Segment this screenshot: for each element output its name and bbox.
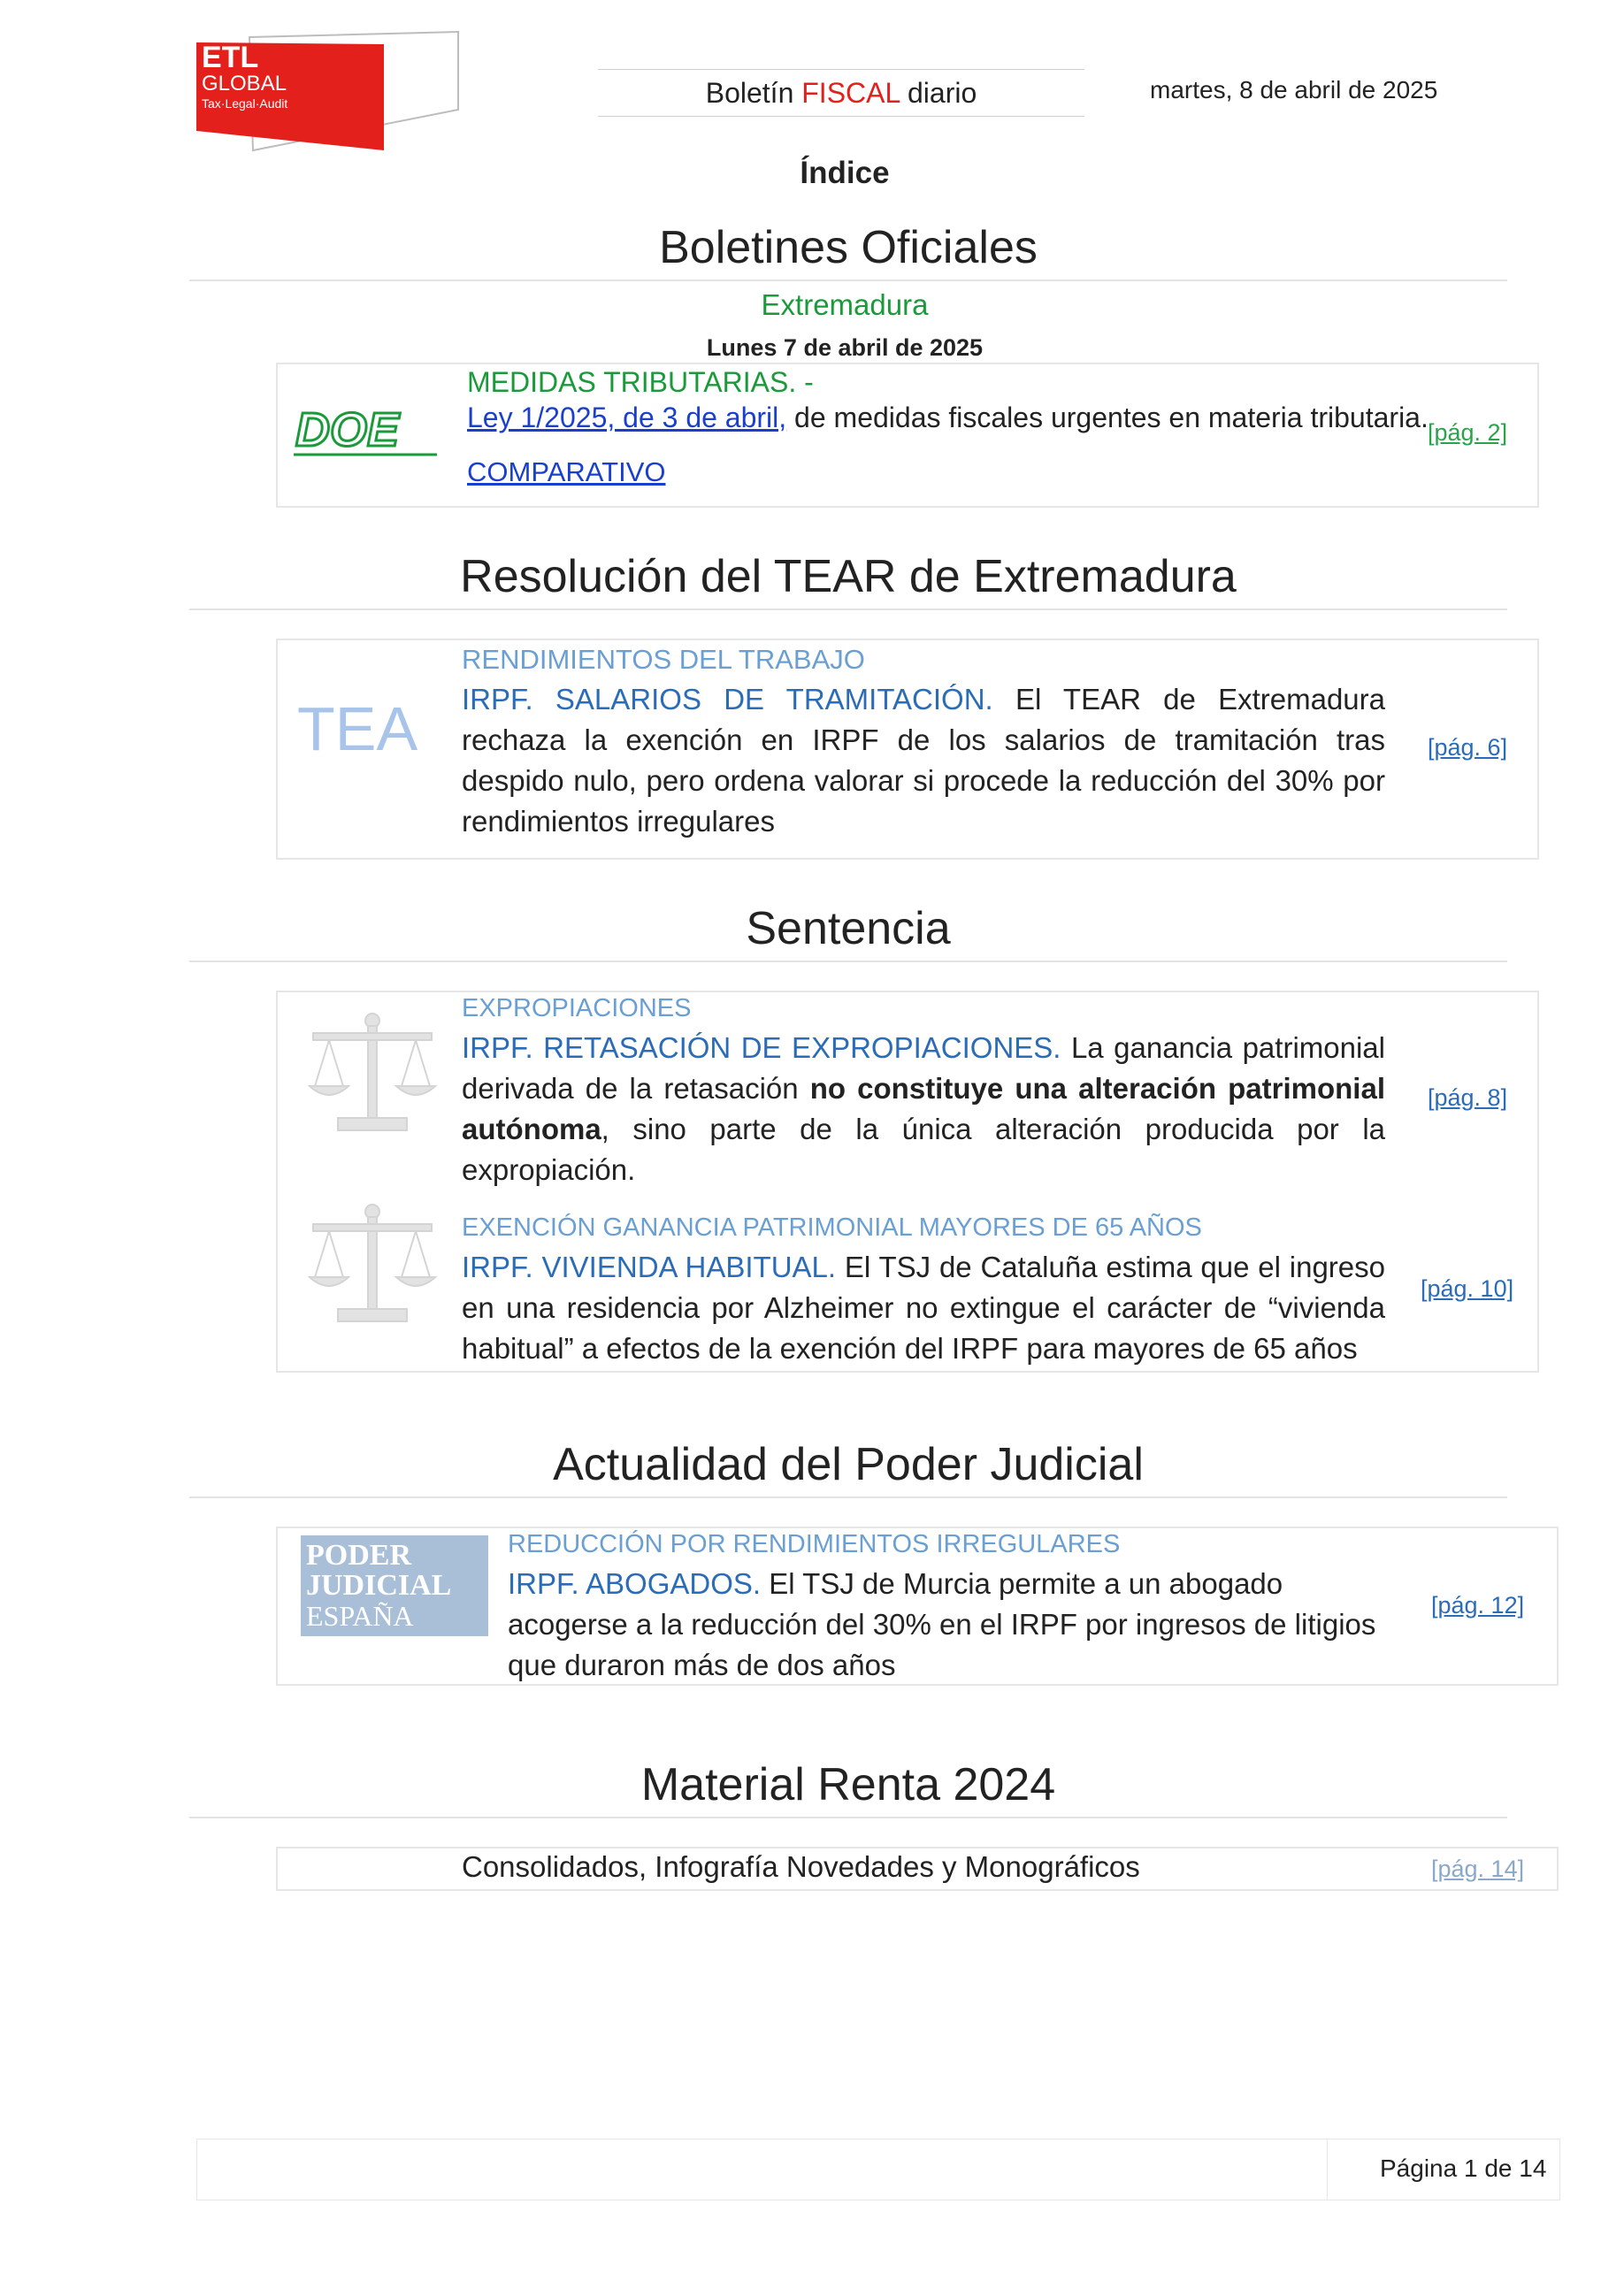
poder-judicial-logo	[301, 1535, 488, 1636]
law-link[interactable]: Ley 1/2025, de 3 de abril,	[467, 402, 787, 433]
boletin-date: Lunes 7 de abril de 2025	[706, 334, 984, 361]
etl-global-logo	[196, 28, 462, 152]
vivienda-category: EXENCIÓN GANANCIA PATRIMONIAL MAYORES DE 65 AÑOS	[462, 1213, 1202, 1242]
section-title-renta: Material Renta 2024	[189, 1758, 1507, 1818]
vivienda-lead: IRPF. VIVIENDA HABITUAL.	[462, 1251, 837, 1283]
doe-item-box	[276, 363, 1539, 508]
page-link-10[interactable]: [pág. 10]	[1421, 1275, 1514, 1302]
judicial-category: REDUCCIÓN POR RENDIMIENTOS IRREGULARES	[508, 1530, 1121, 1558]
doe-logo-text: DOE	[295, 403, 400, 456]
bulletin-title	[598, 69, 1084, 117]
logo-line-poder: PODER	[306, 1539, 411, 1572]
renta-text: Consolidados, Infografía Novedades y Monográficos	[462, 1850, 1140, 1883]
judicial-summary	[508, 1564, 1392, 1686]
section-title-tear: Resolución del TEAR de Extremadura	[189, 550, 1507, 610]
logo-global-text: GLOBAL	[202, 72, 287, 96]
section-title-boletines: Boletines Oficiales	[189, 221, 1507, 281]
bulletin-title-fiscal: FISCAL	[801, 77, 900, 109]
law-description: de medidas fiscales urgentes en materia tributaria.	[786, 402, 1429, 433]
page-link-2[interactable]: [pág. 2]	[1428, 419, 1508, 446]
doe-heading: MEDIDAS TRIBUTARIAS. -	[467, 366, 814, 398]
comparativo-link[interactable]: COMPARATIVO	[467, 456, 666, 487]
tear-text: El TEAR de Extremadura rechaza la exención en IRPF de los salarios de tramitación tras despido nulo, pero ordena valorar si procede la reducción del 30% por rendimientos irregulares	[462, 683, 1385, 838]
logo-etl-text: ETL	[202, 41, 259, 74]
page-link-12[interactable]: [pág. 12]	[1431, 1592, 1525, 1619]
page-link-14[interactable]: [pág. 14]	[1431, 1856, 1525, 1882]
tea-logo-text: TEA	[297, 694, 417, 763]
bulletin-title-suffix: diario	[900, 77, 977, 109]
vivienda-text: El TSJ de Cataluña estima que el ingreso en una residencia por Alzheimer no extingue el carácter de “vivienda habitual” a efectos de la exención del IRPF para mayores de 65 años	[462, 1251, 1385, 1365]
tear-lead: IRPF. SALARIOS DE TRAMITACIÓN.	[462, 683, 993, 716]
expropiaciones-text-b: , sino parte de la única alteración producida por la expropiación.	[462, 1113, 1385, 1186]
tear-category: RENDIMIENTOS DEL TRABAJO	[462, 644, 865, 675]
expropiaciones-category: EXPROPIACIONES	[462, 994, 692, 1022]
expropiaciones-text-a: La ganancia patrimonial derivada de la retasación	[462, 1031, 1385, 1105]
expropiaciones-summary	[462, 1028, 1385, 1190]
page-link-8[interactable]: [pág. 8]	[1428, 1084, 1508, 1111]
page-link-6[interactable]: [pág. 6]	[1428, 734, 1508, 761]
footer-divider	[1327, 2139, 1328, 2200]
page-number: Página 1 de 14	[1380, 2154, 1547, 2182]
tear-summary	[462, 679, 1385, 842]
bulletin-title-prefix: Boletín	[705, 77, 802, 109]
logo-tagline-text: Tax·Legal·Audit	[202, 96, 288, 111]
expropiaciones-text-bold: no constituye una alteración patrimonial autónoma	[462, 1072, 1385, 1145]
index-title: Índice	[800, 156, 890, 190]
doe-logo	[292, 403, 442, 465]
scales-of-justice-icon	[306, 1201, 439, 1330]
section-title-judicial: Actualidad del Poder Judicial	[189, 1438, 1507, 1498]
expropiaciones-lead: IRPF. RETASACIÓN DE EXPROPIACIONES.	[462, 1031, 1061, 1064]
doe-law-line	[467, 402, 1429, 434]
judicial-lead: IRPF. ABOGADOS.	[508, 1567, 762, 1600]
bulletin-date: martes, 8 de abril de 2025	[1150, 76, 1438, 103]
logo-line-espana: ESPAÑA	[306, 1600, 414, 1632]
judicial-text: El TSJ de Murcia permite a un abogado acogerse a la reducción del 30% en el IRPF por ingresos de litigios que duraron más de dos años	[508, 1567, 1376, 1681]
vivienda-summary	[462, 1247, 1385, 1369]
logo-line-judicial: JUDICIAL	[306, 1569, 452, 1602]
section-title-sentencia: Sentencia	[189, 902, 1507, 962]
tea-logo	[297, 693, 417, 764]
region-extremadura: Extremadura	[761, 288, 929, 321]
scales-of-justice-icon	[306, 1010, 439, 1139]
footer-box	[196, 2139, 1560, 2200]
